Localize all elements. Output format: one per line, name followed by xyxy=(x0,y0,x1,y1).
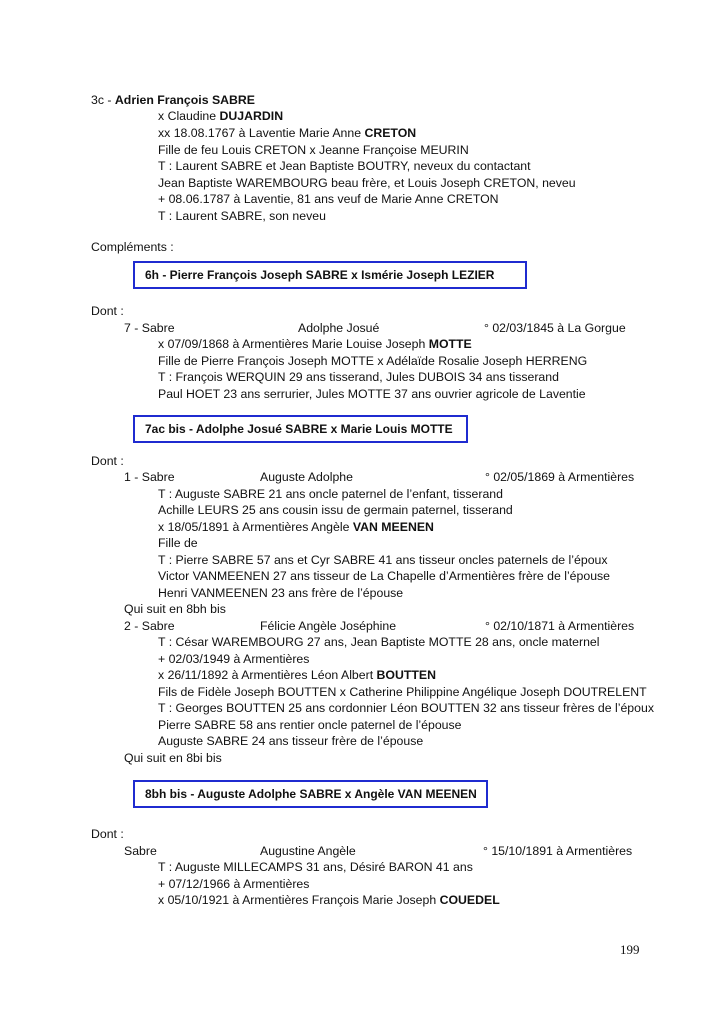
text-line: Henri VANMEENEN 23 ans frère de l’épouse xyxy=(158,586,404,600)
text-line: Victor VANMEENEN 27 ans tisseur de La Chapelle d’Armentières frère de l’épouse xyxy=(158,569,611,583)
text-line: + 07/12/1966 à Armentières xyxy=(158,877,310,891)
text-line: Pierre SABRE 58 ans rentier oncle paternel de l’épouse xyxy=(158,718,462,732)
text-line: Fille de Pierre François Joseph MOTTE x Adélaïde Rosalie Joseph HERRENG xyxy=(158,354,588,368)
text-line: T : Georges BOUTTEN 25 ans cordonnier Léon BOUTTEN 32 ans tisseur frères de l’époux xyxy=(158,701,654,715)
text-line: xx 18.08.1767 à Laventie Marie Anne CRETON xyxy=(158,126,417,140)
text-line: Fille de feu Louis CRETON x Jeanne Françoise MEURIN xyxy=(158,143,469,157)
text-line: x 05/10/1921 à Armentières François Marie Joseph COUEDEL xyxy=(158,893,500,907)
text-line: T : César WAREMBOURG 27 ans, Jean Baptiste MOTTE 28 ans, oncle maternel xyxy=(158,635,600,649)
family-box-6h: 6h - Pierre François Joseph SABRE x Ismérie Joseph LEZIER xyxy=(133,261,527,289)
text-line: x 18/05/1891 à Armentières Angèle VAN MEENEN xyxy=(158,520,434,534)
text-line: x 26/11/1892 à Armentières Léon Albert BOUTTEN xyxy=(158,668,436,682)
text-line: x 07/09/1868 à Armentières Marie Louise Joseph MOTTE xyxy=(158,337,472,351)
text-line: + 08.06.1787 à Laventie, 81 ans veuf de Marie Anne CRETON xyxy=(158,192,499,206)
family-box-7ac: 7ac bis - Adolphe Josué SABRE x Marie Louis MOTTE xyxy=(133,415,468,443)
dont-label: Dont : xyxy=(91,304,124,318)
text-line: Jean Baptiste WAREMBOURG beau frère, et Louis Joseph CRETON, neveu xyxy=(158,176,576,190)
follow-note: Qui suit en 8bh bis xyxy=(124,602,226,616)
follow-note: Qui suit en 8bi bis xyxy=(124,751,222,765)
section-heading: 3c - Adrien François SABRE xyxy=(91,93,255,107)
page-number: 199 xyxy=(620,942,640,957)
text-line: x Claudine DUJARDIN xyxy=(158,109,284,123)
text-line: Fille de xyxy=(158,536,198,550)
text-line: T : Auguste SABRE 21 ans oncle paternel de l’enfant, tisserand xyxy=(158,487,503,501)
person-name: Adrien François SABRE xyxy=(114,93,255,107)
family-box-8bh: 8bh bis - Auguste Adolphe SABRE x Angèle VAN MEENEN xyxy=(133,780,488,808)
text-line: T : Pierre SABRE 57 ans et Cyr SABRE 41 ans tisseur oncles paternels de l’époux xyxy=(158,553,608,567)
text-line: T : François WERQUIN 29 ans tisserand, Jules DUBOIS 34 ans tisserand xyxy=(158,370,559,384)
text-line: Auguste SABRE 24 ans tisseur frère de l’épouse xyxy=(158,734,424,748)
complements-label: Compléments : xyxy=(91,240,174,254)
dont-label: Dont : xyxy=(91,454,124,468)
text-line: T : Auguste MILLECAMPS 31 ans, Désiré BARON 41 ans xyxy=(158,860,473,874)
text-line: T : Laurent SABRE, son neveu xyxy=(158,209,326,223)
text-line: T : Laurent SABRE et Jean Baptiste BOUTRY, neveux du contactant xyxy=(158,159,531,173)
text-line: Achille LEURS 25 ans cousin issu de germain paternel, tisserand xyxy=(158,503,513,517)
text-line: Fils de Fidèle Joseph BOUTTEN x Catherine Philippine Angélique Joseph DOUTRELENT xyxy=(158,685,647,699)
dont-label: Dont : xyxy=(91,827,124,841)
text-line: + 02/03/1949 à Armentières xyxy=(158,652,310,666)
text-line: Paul HOET 23 ans serrurier, Jules MOTTE 37 ans ouvrier agricole de Laventie xyxy=(158,387,586,401)
